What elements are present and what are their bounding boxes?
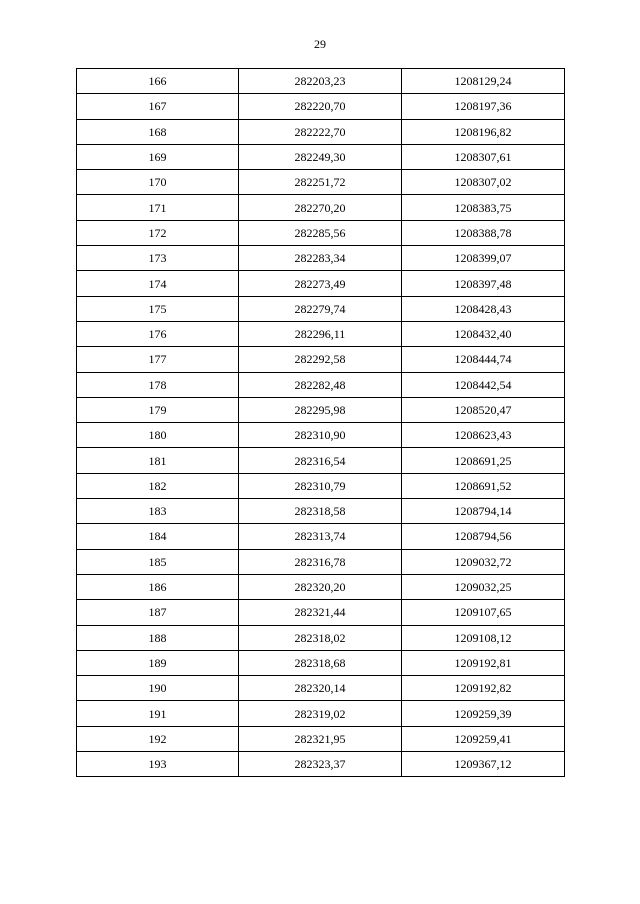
table-row (77, 296, 565, 321)
point-number-cell: 170 (77, 170, 239, 195)
x-coordinate-cell: 282283,34 (239, 246, 402, 271)
table-row (77, 397, 565, 422)
table-row (77, 321, 565, 346)
y-coordinate-cell: 1208432,40 (402, 321, 565, 346)
point-number-cell: 180 (77, 423, 239, 448)
table-row (77, 347, 565, 372)
y-coordinate-cell: 1208399,07 (402, 246, 565, 271)
point-number-cell: 177 (77, 347, 239, 372)
y-coordinate-cell: 1208397,48 (402, 271, 565, 296)
y-coordinate-cell: 1208691,52 (402, 473, 565, 498)
point-number-cell: 183 (77, 499, 239, 524)
y-coordinate-cell: 1208388,78 (402, 220, 565, 245)
point-number-cell: 186 (77, 574, 239, 599)
x-coordinate-cell: 282310,79 (239, 473, 402, 498)
point-number-cell: 175 (77, 296, 239, 321)
table-row (77, 524, 565, 549)
table-row (77, 144, 565, 169)
point-number-cell: 173 (77, 246, 239, 271)
point-number-cell: 185 (77, 549, 239, 574)
y-coordinate-cell: 1208442,54 (402, 372, 565, 397)
y-coordinate-cell: 1209032,72 (402, 549, 565, 574)
table-row (77, 650, 565, 675)
y-coordinate-cell: 1209259,39 (402, 701, 565, 726)
x-coordinate-cell: 282318,02 (239, 625, 402, 650)
table-row (77, 448, 565, 473)
x-coordinate-cell: 282295,98 (239, 397, 402, 422)
y-coordinate-cell: 1208794,14 (402, 499, 565, 524)
point-number-cell: 193 (77, 752, 239, 777)
y-coordinate-cell: 1208623,43 (402, 423, 565, 448)
y-coordinate-cell: 1208444,74 (402, 347, 565, 372)
x-coordinate-cell: 282318,68 (239, 650, 402, 675)
x-coordinate-cell: 282279,74 (239, 296, 402, 321)
table-row (77, 170, 565, 195)
x-coordinate-cell: 282222,70 (239, 119, 402, 144)
table-row (77, 600, 565, 625)
x-coordinate-cell: 282319,02 (239, 701, 402, 726)
y-coordinate-cell: 1208794,56 (402, 524, 565, 549)
y-coordinate-cell: 1209192,82 (402, 676, 565, 701)
x-coordinate-cell: 282321,44 (239, 600, 402, 625)
y-coordinate-cell: 1208196,82 (402, 119, 565, 144)
point-number-cell: 179 (77, 397, 239, 422)
table-row (77, 726, 565, 751)
table-row (77, 625, 565, 650)
x-coordinate-cell: 282249,30 (239, 144, 402, 169)
point-number-cell: 187 (77, 600, 239, 625)
table-row (77, 549, 565, 574)
x-coordinate-cell: 282251,72 (239, 170, 402, 195)
x-coordinate-cell: 282310,90 (239, 423, 402, 448)
y-coordinate-cell: 1209192,81 (402, 650, 565, 675)
y-coordinate-cell: 1208691,25 (402, 448, 565, 473)
x-coordinate-cell: 282220,70 (239, 94, 402, 119)
table-row (77, 195, 565, 220)
point-number-cell: 178 (77, 372, 239, 397)
coordinates-table (76, 68, 565, 777)
x-coordinate-cell: 282273,49 (239, 271, 402, 296)
table-row (77, 423, 565, 448)
y-coordinate-cell: 1208307,61 (402, 144, 565, 169)
y-coordinate-cell: 1209108,12 (402, 625, 565, 650)
x-coordinate-cell: 282285,56 (239, 220, 402, 245)
y-coordinate-cell: 1208307,02 (402, 170, 565, 195)
x-coordinate-cell: 282316,54 (239, 448, 402, 473)
x-coordinate-cell: 282320,14 (239, 676, 402, 701)
table-row (77, 701, 565, 726)
x-coordinate-cell: 282316,78 (239, 549, 402, 574)
table-row (77, 499, 565, 524)
x-coordinate-cell: 282270,20 (239, 195, 402, 220)
coordinates-table-body (77, 69, 565, 777)
table-row (77, 676, 565, 701)
point-number-cell: 176 (77, 321, 239, 346)
x-coordinate-cell: 282318,58 (239, 499, 402, 524)
x-coordinate-cell: 282313,74 (239, 524, 402, 549)
x-coordinate-cell: 282323,37 (239, 752, 402, 777)
point-number-cell: 172 (77, 220, 239, 245)
x-coordinate-cell: 282292,58 (239, 347, 402, 372)
y-coordinate-cell: 1208520,47 (402, 397, 565, 422)
point-number-cell: 189 (77, 650, 239, 675)
point-number-cell: 166 (77, 69, 239, 94)
table-row (77, 220, 565, 245)
point-number-cell: 171 (77, 195, 239, 220)
point-number-cell: 184 (77, 524, 239, 549)
point-number-cell: 169 (77, 144, 239, 169)
point-number-cell: 181 (77, 448, 239, 473)
x-coordinate-cell: 282282,48 (239, 372, 402, 397)
table-row (77, 246, 565, 271)
point-number-cell: 190 (77, 676, 239, 701)
y-coordinate-cell: 1209032,25 (402, 574, 565, 599)
table-row (77, 69, 565, 94)
table-row (77, 574, 565, 599)
table-row (77, 752, 565, 777)
y-coordinate-cell: 1208428,43 (402, 296, 565, 321)
y-coordinate-cell: 1209367,12 (402, 752, 565, 777)
x-coordinate-cell: 282203,23 (239, 69, 402, 94)
y-coordinate-cell: 1208129,24 (402, 69, 565, 94)
point-number-cell: 174 (77, 271, 239, 296)
y-coordinate-cell: 1209107,65 (402, 600, 565, 625)
y-coordinate-cell: 1208383,75 (402, 195, 565, 220)
x-coordinate-cell: 282320,20 (239, 574, 402, 599)
table-row (77, 119, 565, 144)
point-number-cell: 167 (77, 94, 239, 119)
page-number: 29 (314, 37, 326, 51)
x-coordinate-cell: 282321,95 (239, 726, 402, 751)
point-number-cell: 191 (77, 701, 239, 726)
x-coordinate-cell: 282296,11 (239, 321, 402, 346)
point-number-cell: 192 (77, 726, 239, 751)
point-number-cell: 182 (77, 473, 239, 498)
table-row (77, 94, 565, 119)
table-row (77, 271, 565, 296)
table-row (77, 473, 565, 498)
point-number-cell: 168 (77, 119, 239, 144)
y-coordinate-cell: 1208197,36 (402, 94, 565, 119)
table-row (77, 372, 565, 397)
y-coordinate-cell: 1209259,41 (402, 726, 565, 751)
point-number-cell: 188 (77, 625, 239, 650)
